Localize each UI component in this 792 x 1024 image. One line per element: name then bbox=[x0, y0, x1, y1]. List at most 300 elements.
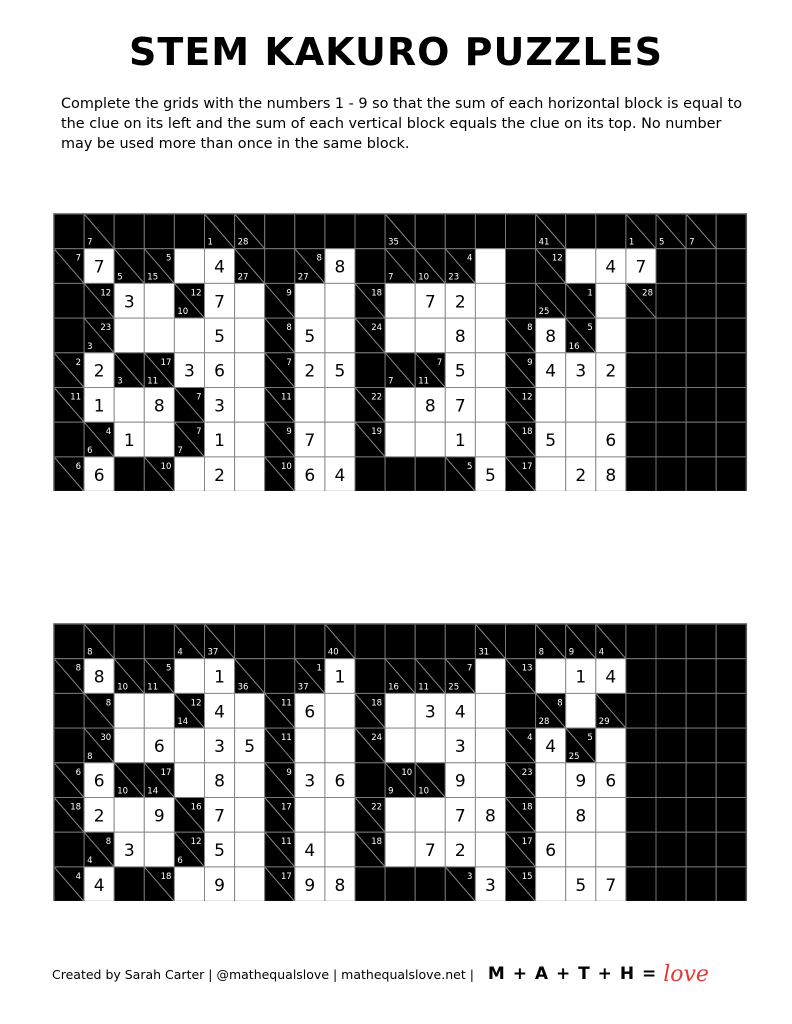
answer-cell[interactable] bbox=[475, 867, 505, 901]
answer-cell[interactable] bbox=[596, 353, 626, 388]
black-cell bbox=[716, 624, 746, 659]
answer-cell[interactable] bbox=[566, 353, 596, 388]
clue-across: 41 bbox=[538, 237, 550, 248]
cell-value: 8 bbox=[545, 326, 557, 347]
answer-cell[interactable] bbox=[144, 728, 174, 763]
clue-down: 19 bbox=[371, 427, 383, 438]
answer-cell[interactable] bbox=[475, 457, 505, 491]
answer-cell[interactable] bbox=[325, 728, 355, 763]
clue-cell bbox=[235, 659, 265, 694]
black-cell bbox=[144, 214, 174, 249]
clue-cell bbox=[174, 388, 204, 423]
answer-cell[interactable] bbox=[295, 693, 325, 728]
black-cell bbox=[54, 728, 84, 763]
answer-cell[interactable] bbox=[205, 422, 235, 457]
footer bbox=[52, 962, 772, 986]
black-cell bbox=[716, 457, 746, 491]
black-cell bbox=[686, 728, 716, 763]
cell-value: 8 bbox=[214, 771, 225, 792]
answer-cell[interactable] bbox=[626, 249, 656, 284]
clue-across: 10 bbox=[418, 272, 430, 283]
clue-cell bbox=[84, 728, 114, 763]
clue-across: 11 bbox=[418, 682, 430, 693]
black-cell bbox=[355, 659, 385, 694]
answer-cell[interactable] bbox=[536, 763, 566, 798]
black-cell bbox=[114, 457, 144, 491]
answer-cell[interactable] bbox=[385, 728, 415, 763]
clue-down: 5 bbox=[587, 733, 593, 744]
answer-cell[interactable] bbox=[114, 318, 144, 353]
answer-cell[interactable] bbox=[205, 693, 235, 728]
clue-cell bbox=[506, 867, 536, 901]
answer-cell[interactable] bbox=[144, 832, 174, 867]
answer-cell[interactable] bbox=[566, 693, 596, 728]
clue-across: 3 bbox=[87, 341, 93, 352]
black-cell bbox=[265, 624, 295, 659]
cell-value: 1 bbox=[334, 667, 346, 688]
kakuro-grid-2 bbox=[53, 623, 748, 901]
black-cell bbox=[716, 728, 746, 763]
answer-cell[interactable] bbox=[445, 353, 475, 388]
clue-cell bbox=[84, 283, 114, 318]
clue-cell bbox=[174, 832, 204, 867]
clue-cell bbox=[536, 214, 566, 249]
clue-cell bbox=[506, 659, 536, 694]
answer-cell[interactable] bbox=[415, 798, 445, 833]
clue-cell bbox=[144, 867, 174, 901]
answer-cell[interactable] bbox=[205, 659, 235, 694]
answer-cell[interactable] bbox=[566, 659, 596, 694]
answer-cell[interactable] bbox=[84, 659, 114, 694]
clue-down: 9 bbox=[286, 427, 292, 438]
clue-down: 4 bbox=[105, 427, 112, 438]
answer-cell[interactable] bbox=[235, 832, 265, 867]
clue-cell bbox=[235, 214, 265, 249]
answer-cell[interactable] bbox=[114, 832, 144, 867]
clue-cell bbox=[506, 457, 536, 491]
answer-cell[interactable] bbox=[445, 832, 475, 867]
clue-down: 7 bbox=[75, 253, 82, 264]
clue-cell bbox=[144, 659, 174, 694]
answer-cell[interactable] bbox=[235, 693, 265, 728]
answer-cell[interactable] bbox=[415, 388, 445, 423]
black-cell bbox=[656, 763, 686, 798]
answer-cell[interactable] bbox=[475, 422, 505, 457]
clue-down: 18 bbox=[371, 288, 383, 299]
answer-cell[interactable] bbox=[295, 728, 325, 763]
cell-value: 8 bbox=[605, 465, 617, 486]
answer-cell[interactable] bbox=[596, 659, 626, 694]
answer-cell[interactable] bbox=[114, 693, 144, 728]
answer-cell[interactable] bbox=[475, 728, 505, 763]
answer-cell[interactable] bbox=[235, 388, 265, 423]
clue-across: 25 bbox=[448, 682, 460, 693]
answer-cell[interactable] bbox=[596, 283, 626, 318]
clue-across: 7 bbox=[87, 237, 93, 248]
answer-cell[interactable] bbox=[536, 798, 566, 833]
answer-cell[interactable] bbox=[385, 832, 415, 867]
cell-value: 3 bbox=[424, 702, 436, 723]
clue-down: 17 bbox=[280, 802, 292, 813]
clue-down: 12 bbox=[190, 837, 202, 848]
answer-cell[interactable] bbox=[235, 283, 265, 318]
answer-cell[interactable] bbox=[415, 283, 445, 318]
answer-cell[interactable] bbox=[385, 388, 415, 423]
clue-across: 40 bbox=[327, 647, 339, 658]
answer-cell[interactable] bbox=[235, 728, 265, 763]
clue-across: 23 bbox=[448, 272, 460, 283]
clue-down: 8 bbox=[75, 663, 82, 674]
cell-value: 6 bbox=[93, 771, 105, 792]
answer-cell[interactable] bbox=[235, 353, 265, 388]
cell-value: 9 bbox=[304, 875, 316, 896]
answer-cell[interactable] bbox=[475, 353, 505, 388]
answer-cell[interactable] bbox=[475, 318, 505, 353]
answer-cell[interactable] bbox=[385, 798, 415, 833]
clue-across: 9 bbox=[388, 786, 394, 797]
cell-value: 5 bbox=[334, 361, 346, 382]
cell-value: 6 bbox=[304, 702, 316, 723]
answer-cell[interactable] bbox=[415, 318, 445, 353]
answer-cell[interactable] bbox=[205, 832, 235, 867]
cell-value: 1 bbox=[214, 431, 225, 452]
answer-cell[interactable] bbox=[325, 249, 355, 284]
answer-cell[interactable] bbox=[174, 457, 204, 491]
black-cell bbox=[626, 659, 656, 694]
black-cell bbox=[716, 422, 746, 457]
answer-cell[interactable] bbox=[566, 763, 596, 798]
instructions: Complete the grids with the numbers 1 - 9 so that the sum of each horizontal block is equal to the clue on its left and the sum of each vertical block equals the clue on its top. No number may be used more than once in the same block. bbox=[61, 96, 743, 152]
black-cell bbox=[295, 624, 325, 659]
clue-cell bbox=[205, 214, 235, 249]
clue-down: 18 bbox=[160, 871, 172, 882]
answer-cell[interactable] bbox=[174, 318, 204, 353]
cell-value: 6 bbox=[153, 736, 165, 757]
clue-down: 23 bbox=[521, 767, 533, 778]
clue-down: 4 bbox=[527, 733, 533, 744]
answer-cell[interactable] bbox=[205, 283, 235, 318]
answer-cell[interactable] bbox=[445, 318, 475, 353]
answer-cell[interactable] bbox=[84, 249, 114, 284]
answer-cell[interactable] bbox=[536, 867, 566, 901]
answer-cell[interactable] bbox=[84, 763, 114, 798]
answer-cell[interactable] bbox=[445, 728, 475, 763]
answer-cell[interactable] bbox=[475, 763, 505, 798]
black-cell bbox=[656, 832, 686, 867]
black-cell bbox=[355, 867, 385, 901]
clue-across: 16 bbox=[568, 341, 580, 352]
answer-cell[interactable] bbox=[114, 388, 144, 423]
answer-cell[interactable] bbox=[385, 422, 415, 457]
clue-cell bbox=[355, 693, 385, 728]
answer-cell[interactable] bbox=[325, 832, 355, 867]
answer-cell[interactable] bbox=[235, 763, 265, 798]
clue-down: 3 bbox=[466, 871, 473, 882]
answer-cell[interactable] bbox=[205, 457, 235, 491]
answer-cell[interactable] bbox=[536, 728, 566, 763]
cell-value: 5 bbox=[214, 326, 225, 347]
clue-down: 28 bbox=[642, 288, 653, 299]
cell-value: 1 bbox=[214, 667, 225, 688]
clue-down: 7 bbox=[196, 427, 202, 438]
answer-cell[interactable] bbox=[385, 283, 415, 318]
answer-cell[interactable] bbox=[174, 353, 204, 388]
answer-cell[interactable] bbox=[445, 693, 475, 728]
answer-cell[interactable] bbox=[114, 798, 144, 833]
black-cell bbox=[686, 353, 716, 388]
black-cell bbox=[566, 214, 596, 249]
clue-down: 18 bbox=[70, 802, 82, 813]
answer-cell[interactable] bbox=[325, 457, 355, 491]
clue-cell bbox=[205, 624, 235, 659]
answer-cell[interactable] bbox=[295, 832, 325, 867]
clue-down: 4 bbox=[466, 253, 473, 264]
answer-cell[interactable] bbox=[174, 659, 204, 694]
answer-cell[interactable] bbox=[475, 249, 505, 284]
answer-cell[interactable] bbox=[295, 798, 325, 833]
answer-cell[interactable] bbox=[325, 353, 355, 388]
clue-cell bbox=[626, 214, 656, 249]
answer-cell[interactable] bbox=[295, 388, 325, 423]
answer-cell[interactable] bbox=[84, 867, 114, 901]
clue-down: 24 bbox=[371, 733, 383, 744]
answer-cell[interactable] bbox=[475, 693, 505, 728]
answer-cell[interactable] bbox=[144, 422, 174, 457]
clue-across: 15 bbox=[147, 272, 159, 283]
clue-cell bbox=[114, 659, 144, 694]
clue-down: 24 bbox=[371, 323, 383, 334]
cell-value: 7 bbox=[214, 292, 225, 313]
clue-cell bbox=[84, 214, 114, 249]
answer-cell[interactable] bbox=[205, 249, 235, 284]
clue-across: 27 bbox=[237, 272, 249, 283]
clue-cell bbox=[566, 283, 596, 318]
black-cell bbox=[686, 659, 716, 694]
answer-cell[interactable] bbox=[144, 283, 174, 318]
answer-cell[interactable] bbox=[205, 763, 235, 798]
cell-value: 1 bbox=[123, 431, 135, 452]
answer-cell[interactable] bbox=[295, 867, 325, 901]
answer-cell[interactable] bbox=[144, 318, 174, 353]
clue-cell bbox=[144, 763, 174, 798]
answer-cell[interactable] bbox=[144, 693, 174, 728]
answer-cell[interactable] bbox=[596, 763, 626, 798]
clue-cell bbox=[355, 283, 385, 318]
answer-cell[interactable] bbox=[174, 249, 204, 284]
clue-across: 7 bbox=[388, 272, 394, 283]
cell-value: 4 bbox=[334, 465, 346, 486]
answer-cell[interactable] bbox=[174, 728, 204, 763]
answer-cell[interactable] bbox=[445, 798, 475, 833]
clue-down: 1 bbox=[587, 288, 593, 299]
clue-cell bbox=[235, 249, 265, 284]
answer-cell[interactable] bbox=[144, 388, 174, 423]
answer-cell[interactable] bbox=[385, 693, 415, 728]
cell-value: 1 bbox=[454, 431, 466, 452]
answer-cell[interactable] bbox=[144, 798, 174, 833]
answer-cell[interactable] bbox=[114, 283, 144, 318]
answer-cell[interactable] bbox=[325, 867, 355, 901]
cell-value: 2 bbox=[454, 841, 466, 862]
black-cell bbox=[626, 867, 656, 901]
answer-cell[interactable] bbox=[295, 457, 325, 491]
answer-cell[interactable] bbox=[536, 422, 566, 457]
answer-cell[interactable] bbox=[566, 249, 596, 284]
answer-cell[interactable] bbox=[596, 832, 626, 867]
answer-cell[interactable] bbox=[566, 422, 596, 457]
clue-across: 3 bbox=[117, 376, 123, 387]
answer-cell[interactable] bbox=[475, 659, 505, 694]
black-cell bbox=[686, 318, 716, 353]
clue-cell bbox=[355, 388, 385, 423]
clue-cell bbox=[536, 249, 566, 284]
cell-value: 8 bbox=[334, 257, 346, 278]
answer-cell[interactable] bbox=[596, 318, 626, 353]
black-cell bbox=[686, 832, 716, 867]
answer-cell[interactable] bbox=[385, 318, 415, 353]
answer-cell[interactable] bbox=[596, 249, 626, 284]
black-cell bbox=[385, 457, 415, 491]
clue-cell bbox=[506, 388, 536, 423]
cell-value: 8 bbox=[485, 806, 496, 827]
clue-across: 29 bbox=[598, 717, 610, 728]
answer-cell[interactable] bbox=[174, 867, 204, 901]
clue-cell bbox=[596, 624, 626, 659]
answer-cell[interactable] bbox=[235, 798, 265, 833]
answer-cell[interactable] bbox=[596, 422, 626, 457]
clue-across: 7 bbox=[689, 237, 695, 248]
answer-cell[interactable] bbox=[475, 832, 505, 867]
answer-cell[interactable] bbox=[235, 457, 265, 491]
answer-cell[interactable] bbox=[475, 798, 505, 833]
answer-cell[interactable] bbox=[205, 388, 235, 423]
answer-cell[interactable] bbox=[536, 353, 566, 388]
answer-cell[interactable] bbox=[84, 457, 114, 491]
cell-value: 4 bbox=[454, 702, 466, 723]
clue-down: 18 bbox=[521, 802, 533, 813]
clue-down: 11 bbox=[280, 698, 292, 709]
answer-cell[interactable] bbox=[205, 318, 235, 353]
answer-cell[interactable] bbox=[445, 283, 475, 318]
answer-cell[interactable] bbox=[596, 867, 626, 901]
clue-cell bbox=[506, 318, 536, 353]
answer-cell[interactable] bbox=[325, 659, 355, 694]
black-cell bbox=[54, 832, 84, 867]
clue-across: 27 bbox=[297, 272, 309, 283]
answer-cell[interactable] bbox=[325, 318, 355, 353]
answer-cell[interactable] bbox=[566, 457, 596, 491]
answer-cell[interactable] bbox=[114, 422, 144, 457]
answer-cell[interactable] bbox=[445, 388, 475, 423]
answer-cell[interactable] bbox=[445, 763, 475, 798]
answer-cell[interactable] bbox=[325, 283, 355, 318]
answer-cell[interactable] bbox=[566, 832, 596, 867]
answer-cell[interactable] bbox=[235, 867, 265, 901]
answer-cell[interactable] bbox=[475, 283, 505, 318]
clue-cell bbox=[54, 249, 84, 284]
answer-cell[interactable] bbox=[205, 353, 235, 388]
answer-cell[interactable] bbox=[205, 728, 235, 763]
answer-cell[interactable] bbox=[415, 728, 445, 763]
answer-cell[interactable] bbox=[325, 388, 355, 423]
footer-love: love bbox=[663, 961, 709, 987]
footer-brand: M + A + T + H = bbox=[487, 964, 658, 984]
answer-cell[interactable] bbox=[295, 318, 325, 353]
cell-value: 2 bbox=[93, 806, 105, 827]
clue-cell bbox=[84, 624, 114, 659]
black-cell bbox=[686, 283, 716, 318]
answer-cell[interactable] bbox=[536, 318, 566, 353]
clue-cell bbox=[445, 659, 475, 694]
answer-cell[interactable] bbox=[536, 832, 566, 867]
cell-value: 5 bbox=[575, 875, 587, 896]
answer-cell[interactable] bbox=[566, 798, 596, 833]
answer-cell[interactable] bbox=[596, 728, 626, 763]
black-cell bbox=[114, 214, 144, 249]
answer-cell[interactable] bbox=[235, 422, 265, 457]
answer-cell[interactable] bbox=[84, 388, 114, 423]
black-cell bbox=[716, 798, 746, 833]
answer-cell[interactable] bbox=[174, 763, 204, 798]
answer-cell[interactable] bbox=[475, 388, 505, 423]
clue-cell bbox=[506, 763, 536, 798]
answer-cell[interactable] bbox=[325, 693, 355, 728]
answer-cell[interactable] bbox=[84, 353, 114, 388]
answer-cell[interactable] bbox=[235, 318, 265, 353]
answer-cell[interactable] bbox=[566, 867, 596, 901]
answer-cell[interactable] bbox=[205, 867, 235, 901]
black-cell bbox=[506, 624, 536, 659]
black-cell bbox=[656, 283, 686, 318]
answer-cell[interactable] bbox=[325, 763, 355, 798]
clue-cell bbox=[54, 388, 84, 423]
clue-down: 5 bbox=[165, 253, 172, 264]
black-cell bbox=[54, 283, 84, 318]
answer-cell[interactable] bbox=[295, 283, 325, 318]
answer-cell[interactable] bbox=[566, 388, 596, 423]
answer-cell[interactable] bbox=[295, 353, 325, 388]
answer-cell[interactable] bbox=[205, 798, 235, 833]
answer-cell[interactable] bbox=[415, 693, 445, 728]
answer-cell[interactable] bbox=[536, 457, 566, 491]
answer-cell[interactable] bbox=[415, 422, 445, 457]
clue-cell bbox=[415, 353, 445, 388]
answer-cell[interactable] bbox=[445, 422, 475, 457]
answer-cell[interactable] bbox=[596, 457, 626, 491]
answer-cell[interactable] bbox=[536, 659, 566, 694]
cell-value: 3 bbox=[304, 771, 316, 792]
answer-cell[interactable] bbox=[536, 388, 566, 423]
answer-cell[interactable] bbox=[325, 422, 355, 457]
answer-cell[interactable] bbox=[325, 798, 355, 833]
black-cell bbox=[626, 318, 656, 353]
cell-value: 5 bbox=[304, 326, 316, 347]
clue-cell bbox=[415, 659, 445, 694]
answer-cell[interactable] bbox=[596, 388, 626, 423]
black-cell bbox=[686, 249, 716, 284]
black-cell bbox=[686, 388, 716, 423]
answer-cell[interactable] bbox=[596, 798, 626, 833]
answer-cell[interactable] bbox=[295, 763, 325, 798]
black-cell bbox=[626, 624, 656, 659]
answer-cell[interactable] bbox=[295, 422, 325, 457]
clue-cell bbox=[265, 353, 295, 388]
answer-cell[interactable] bbox=[415, 832, 445, 867]
answer-cell[interactable] bbox=[114, 728, 144, 763]
black-cell bbox=[144, 624, 174, 659]
answer-cell[interactable] bbox=[84, 798, 114, 833]
cell-value: 3 bbox=[485, 875, 496, 896]
